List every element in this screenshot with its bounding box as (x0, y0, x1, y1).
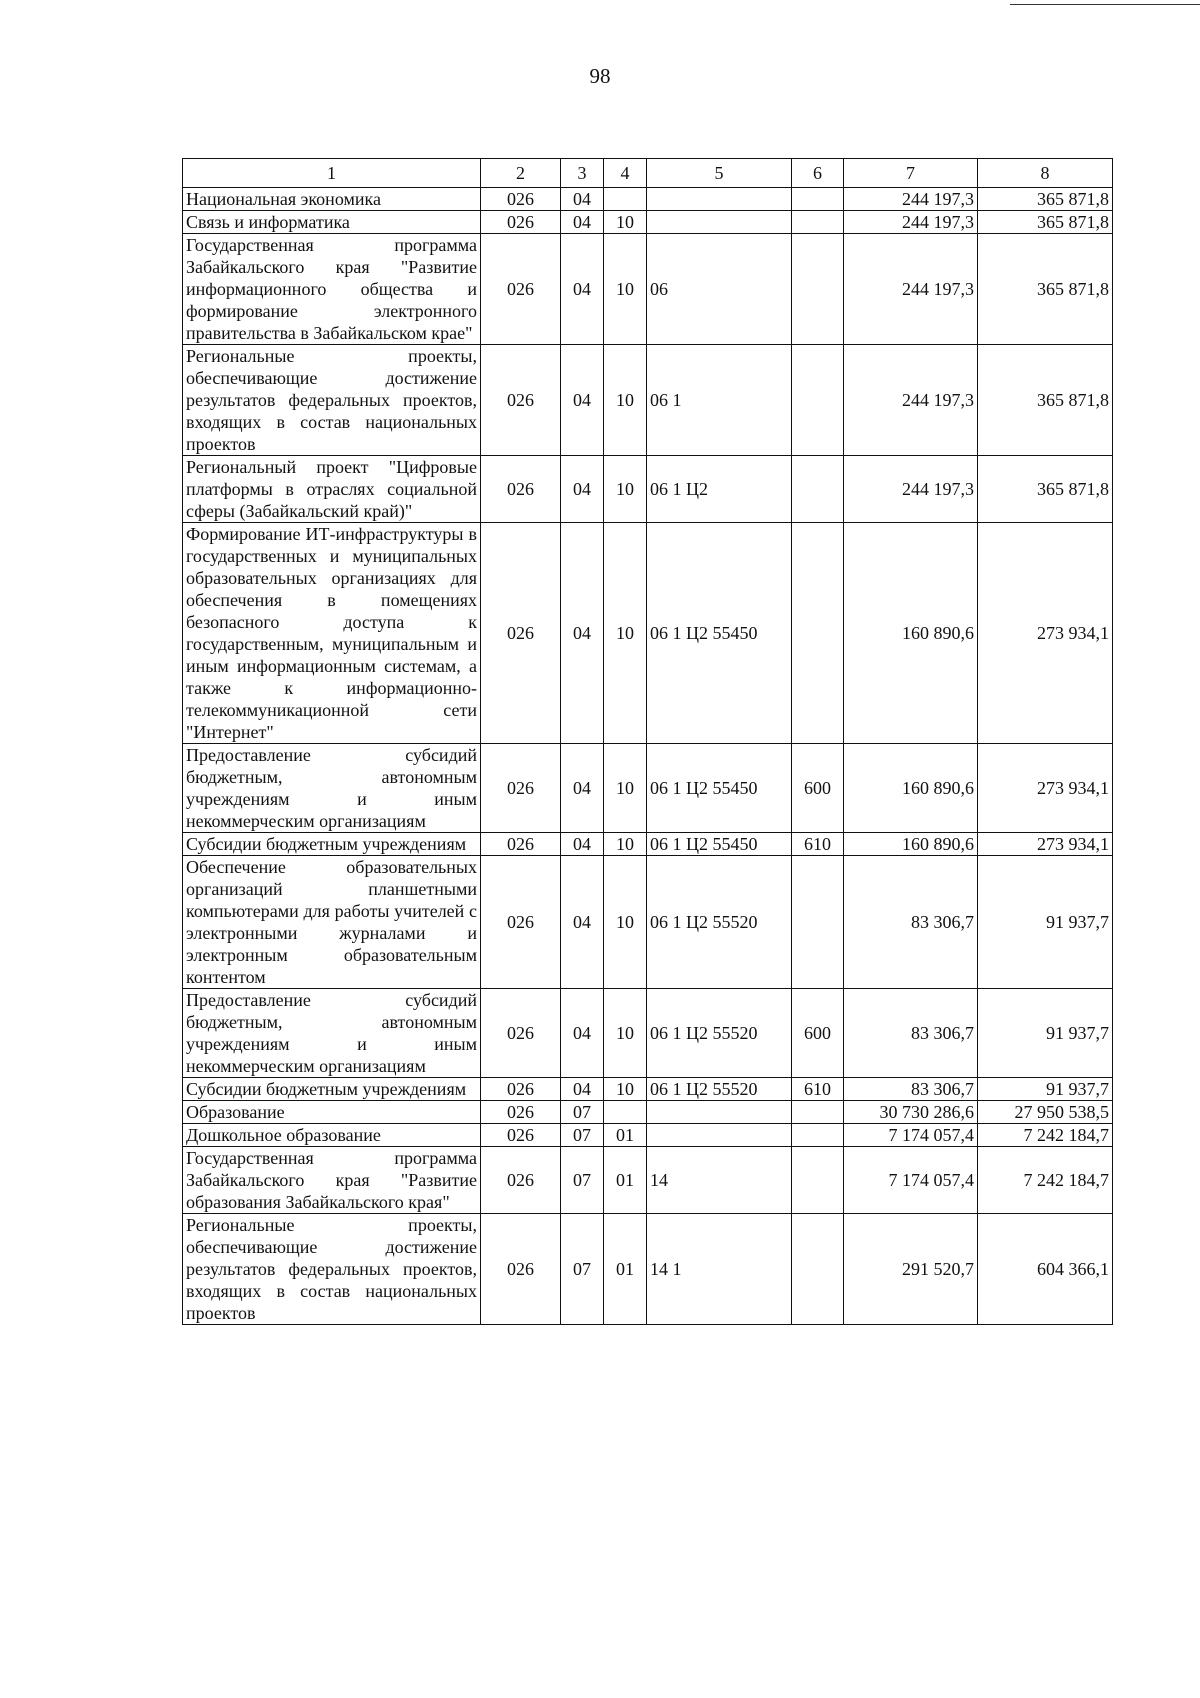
expense-type-cell (792, 1124, 844, 1147)
item-name-cell: Региональные проекты, обеспечивающие достижение результатов федеральных проектов, входящих в состав национальных проектов (183, 1214, 481, 1325)
table-row (183, 234, 1113, 345)
target-article-cell: 06 1 Ц2 55450 (647, 523, 792, 744)
target-article-cell (647, 1124, 792, 1147)
amount-year-2-cell: 91 937,7 (978, 989, 1113, 1078)
target-article-cell: 06 1 Ц2 55450 (647, 744, 792, 833)
subsection-code-cell (604, 1101, 647, 1124)
expense-type-cell (792, 1147, 844, 1214)
amount-year-2-cell: 365 871,8 (978, 456, 1113, 523)
target-article-cell (647, 188, 792, 211)
expense-type-cell: 610 (792, 1078, 844, 1101)
ministry-code-cell: 026 (481, 833, 561, 856)
table-row (183, 1101, 1113, 1124)
section-code-cell: 04 (561, 345, 604, 456)
subsection-code-cell: 10 (604, 211, 647, 234)
item-name-cell: Государственная программа Забайкальского края "Развитие информационного общества и формирование электронного правительства в Забайкальском крае" (183, 234, 481, 345)
budget-table (182, 158, 1113, 1325)
item-name-cell: Субсидии бюджетным учреждениям (183, 1078, 481, 1101)
table-row (183, 744, 1113, 833)
amount-year-1-cell: 291 520,7 (844, 1214, 978, 1325)
amount-year-1-cell: 244 197,3 (844, 211, 978, 234)
section-code-cell: 04 (561, 856, 604, 989)
section-code-cell: 04 (561, 211, 604, 234)
amount-year-1-cell: 83 306,7 (844, 856, 978, 989)
amount-year-2-cell: 27 950 538,5 (978, 1101, 1113, 1124)
expense-type-cell (792, 211, 844, 234)
ministry-code-cell: 026 (481, 856, 561, 989)
section-code-cell: 04 (561, 989, 604, 1078)
expense-type-cell (792, 456, 844, 523)
table-row (183, 989, 1113, 1078)
page-number: 98 (589, 64, 611, 88)
column-header-8: 8 (978, 159, 1113, 188)
amount-year-1-cell: 160 890,6 (844, 744, 978, 833)
amount-year-1-cell: 244 197,3 (844, 456, 978, 523)
ministry-code-cell: 026 (481, 1214, 561, 1325)
target-article-cell: 06 (647, 234, 792, 345)
item-name-cell: Региональный проект "Цифровые платформы в отраслях социальной сферы (Забайкальский край)" (183, 456, 481, 523)
expense-type-cell (792, 345, 844, 456)
expense-type-cell (792, 523, 844, 744)
amount-year-2-cell: 91 937,7 (978, 1078, 1113, 1101)
target-article-cell: 06 1 Ц2 55520 (647, 856, 792, 989)
table-row (183, 456, 1113, 523)
amount-year-1-cell: 83 306,7 (844, 989, 978, 1078)
target-article-cell (647, 1101, 792, 1124)
ministry-code-cell: 026 (481, 1078, 561, 1101)
target-article-cell (647, 211, 792, 234)
section-code-cell: 04 (561, 456, 604, 523)
item-name-cell: Региональные проекты, обеспечивающие достижение результатов федеральных проектов, входящих в состав национальных проектов (183, 345, 481, 456)
item-name-cell: Обеспечение образовательных организаций планшетными компьютерами для работы учителей с электронными журналами и электронным образовательным контентом (183, 856, 481, 989)
subsection-code-cell: 01 (604, 1214, 647, 1325)
amount-year-2-cell: 604 366,1 (978, 1214, 1113, 1325)
table-row (183, 1124, 1113, 1147)
table-body (183, 188, 1113, 1325)
amount-year-2-cell: 273 934,1 (978, 523, 1113, 744)
amount-year-2-cell: 365 871,8 (978, 234, 1113, 345)
column-header-2: 2 (481, 159, 561, 188)
section-code-cell: 07 (561, 1214, 604, 1325)
expense-type-cell: 600 (792, 989, 844, 1078)
expense-type-cell: 600 (792, 744, 844, 833)
subsection-code-cell: 01 (604, 1124, 647, 1147)
subsection-code-cell: 10 (604, 856, 647, 989)
amount-year-2-cell: 273 934,1 (978, 833, 1113, 856)
amount-year-1-cell: 244 197,3 (844, 345, 978, 456)
top-edge-rule (1010, 4, 1200, 5)
section-code-cell: 04 (561, 833, 604, 856)
subsection-code-cell: 10 (604, 345, 647, 456)
ministry-code-cell: 026 (481, 211, 561, 234)
ministry-code-cell: 026 (481, 1101, 561, 1124)
subsection-code-cell: 10 (604, 523, 647, 744)
ministry-code-cell: 026 (481, 523, 561, 744)
target-article-cell: 14 (647, 1147, 792, 1214)
item-name-cell: Дошкольное образование (183, 1124, 481, 1147)
expense-type-cell (792, 1214, 844, 1325)
target-article-cell: 06 1 (647, 345, 792, 456)
ministry-code-cell: 026 (481, 345, 561, 456)
target-article-cell: 06 1 Ц2 55450 (647, 833, 792, 856)
column-header-1: 1 (183, 159, 481, 188)
ministry-code-cell: 026 (481, 234, 561, 345)
ministry-code-cell: 026 (481, 188, 561, 211)
section-code-cell: 04 (561, 234, 604, 345)
section-code-cell: 07 (561, 1124, 604, 1147)
section-code-cell: 04 (561, 1078, 604, 1101)
expense-type-cell (792, 234, 844, 345)
amount-year-2-cell: 365 871,8 (978, 345, 1113, 456)
ministry-code-cell: 026 (481, 1147, 561, 1214)
item-name-cell: Предоставление субсидий бюджетным, автономным учреждениям и иным некоммерческим организациям (183, 989, 481, 1078)
item-name-cell: Предоставление субсидий бюджетным, автономным учреждениям и иным некоммерческим организациям (183, 744, 481, 833)
item-name-cell: Субсидии бюджетным учреждениям (183, 833, 481, 856)
section-code-cell: 07 (561, 1101, 604, 1124)
target-article-cell: 06 1 Ц2 55520 (647, 989, 792, 1078)
target-article-cell: 06 1 Ц2 55520 (647, 1078, 792, 1101)
amount-year-1-cell: 160 890,6 (844, 523, 978, 744)
amount-year-1-cell: 7 174 057,4 (844, 1147, 978, 1214)
table-row (183, 1214, 1113, 1325)
column-header-3: 3 (561, 159, 604, 188)
item-name-cell: Государственная программа Забайкальского края "Развитие образования Забайкальского края" (183, 1147, 481, 1214)
item-name-cell: Связь и информатика (183, 211, 481, 234)
amount-year-2-cell: 365 871,8 (978, 211, 1113, 234)
section-code-cell: 07 (561, 1147, 604, 1214)
ministry-code-cell: 026 (481, 1124, 561, 1147)
table-row (183, 833, 1113, 856)
section-code-cell: 04 (561, 523, 604, 744)
section-code-cell: 04 (561, 188, 604, 211)
table-row (183, 856, 1113, 989)
expense-type-cell (792, 856, 844, 989)
subsection-code-cell: 01 (604, 1147, 647, 1214)
subsection-code-cell: 10 (604, 989, 647, 1078)
amount-year-2-cell: 365 871,8 (978, 188, 1113, 211)
ministry-code-cell: 026 (481, 989, 561, 1078)
amount-year-2-cell: 7 242 184,7 (978, 1147, 1113, 1214)
subsection-code-cell (604, 188, 647, 211)
table-row (183, 188, 1113, 211)
ministry-code-cell: 026 (481, 456, 561, 523)
target-article-cell: 06 1 Ц2 (647, 456, 792, 523)
subsection-code-cell: 10 (604, 833, 647, 856)
item-name-cell: Формирование ИТ-инфраструктуры в государственных и муниципальных образовательных организациях для обеспечения в помещениях безопасного доступа к государственным, муниципальным и иным информационным системам, а также к информационно-телекоммуникационной сети "Интернет" (183, 523, 481, 744)
amount-year-1-cell: 7 174 057,4 (844, 1124, 978, 1147)
amount-year-1-cell: 160 890,6 (844, 833, 978, 856)
target-article-cell: 14 1 (647, 1214, 792, 1325)
table-row (183, 211, 1113, 234)
amount-year-2-cell: 91 937,7 (978, 856, 1113, 989)
column-header-7: 7 (844, 159, 978, 188)
item-name-cell: Образование (183, 1101, 481, 1124)
amount-year-2-cell: 7 242 184,7 (978, 1124, 1113, 1147)
expense-type-cell (792, 188, 844, 211)
table-row (183, 1147, 1113, 1214)
column-header-4: 4 (604, 159, 647, 188)
amount-year-1-cell: 244 197,3 (844, 188, 978, 211)
table-row (183, 1078, 1113, 1101)
table-row (183, 523, 1113, 744)
header-row (183, 159, 1113, 188)
expense-type-cell (792, 1101, 844, 1124)
section-code-cell: 04 (561, 744, 604, 833)
amount-year-1-cell: 244 197,3 (844, 234, 978, 345)
ministry-code-cell: 026 (481, 744, 561, 833)
subsection-code-cell: 10 (604, 1078, 647, 1101)
column-header-6: 6 (792, 159, 844, 188)
amount-year-1-cell: 30 730 286,6 (844, 1101, 978, 1124)
expense-type-cell: 610 (792, 833, 844, 856)
column-header-5: 5 (647, 159, 792, 188)
amount-year-2-cell: 273 934,1 (978, 744, 1113, 833)
amount-year-1-cell: 83 306,7 (844, 1078, 978, 1101)
subsection-code-cell: 10 (604, 234, 647, 345)
subsection-code-cell: 10 (604, 456, 647, 523)
item-name-cell: Национальная экономика (183, 188, 481, 211)
subsection-code-cell: 10 (604, 744, 647, 833)
table-row (183, 345, 1113, 456)
